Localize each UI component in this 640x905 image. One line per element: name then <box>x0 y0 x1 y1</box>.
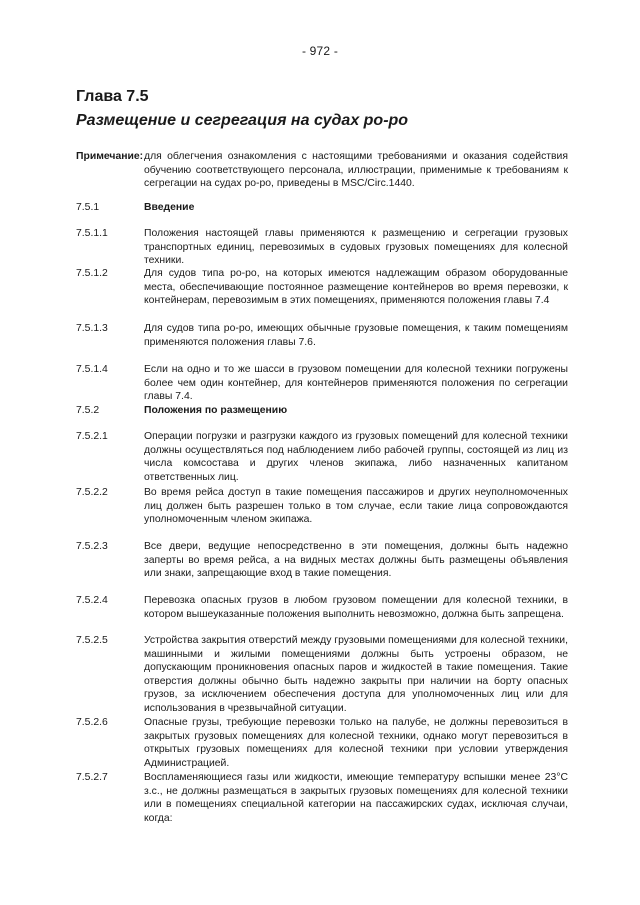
section-text: Устройства закрытия отверстий между грузовыми помещениями для колесной техники, машинными и жилыми помещениями должны быть устроены образом, не допускающим проникновения опасных паров и жидкостей в такие помещения. Такие отверстия должны обычно быть надежно закрыты при наличии на борту опасных грузов, за исключением обеспечения доступа для уполномоченных лиц или для использования в чрезвычайной ситуации. <box>144 635 568 714</box>
section-number: 7.5.1.3 <box>76 323 108 334</box>
section-heading: Введение <box>144 202 195 213</box>
page-number: - 972 - <box>301 44 339 58</box>
section-heading: Положения по размещению <box>144 405 288 416</box>
section-text: Если на одно и то же шасси в грузовом помещении для колесной техники погружены более чем один контейнер, для контейнеров применяются положения по сегрегации главы 7.4. <box>144 364 568 403</box>
section-number: 7.5.2.3 <box>76 541 108 552</box>
section-7-5-1-2 <box>76 267 568 308</box>
section-number: 7.5.2 <box>76 405 100 416</box>
section-number: 7.5.1 <box>76 202 100 213</box>
section-text: Положения настоящей главы применяются к размещению и сегрегации грузовых транспортных единиц, перевозимых в судовых грузовых помещениях для колесной техники. <box>144 228 568 267</box>
section-7-5-2-7 <box>76 771 568 825</box>
section-number: 7.5.2.4 <box>76 595 108 606</box>
section-number: 7.5.2.7 <box>76 772 108 783</box>
section-text: Перевозка опасных грузов в любом грузовом помещении для колесной техники, в котором вышеуказанные положения выполнить невозможно, должна быть запрещена. <box>144 595 568 620</box>
section-text: Опасные грузы, требующие перевозки только на палубе, не должны перевозиться в закрытых грузовых помещениях для колесной техники, однако могут перевозиться в открытых грузовых помещениях для колесной техники при условии утверждения Администрацией. <box>144 717 568 769</box>
section-7-5-2-6 <box>76 716 568 770</box>
section-text: Операции погрузки и разгрузки каждого из грузовых помещений для колесной техники должны осуществляться под наблюдением либо рабочей группы, состоящей из лиц из числа комсостава и других членов экипажа, либо назначенных капитаном ответственных лиц. <box>144 431 568 483</box>
section-text: Все двери, ведущие непосредственно в эти помещения, должны быть надежно заперты во время рейса, а на видных местах должны быть размещены объявления или знаки, запрещающие вход в такие помещения. <box>144 541 568 580</box>
section-7-5-1 <box>76 201 568 215</box>
section-text: Во время рейса доступ в такие помещения пассажиров и других неуполномоченных лиц должен быть разрешен только в том случае, если такие лица сопровождаются уполномоченным членом экипажа. <box>144 487 568 526</box>
section-number: 7.5.2.6 <box>76 717 108 728</box>
section-7-5-2-5 <box>76 634 568 716</box>
section-text: Для судов типа ро-ро, на которых имеются надлежащим образом оборудованные места, обеспечивающие постоянное размещение контейнеров во время перевозки, к контейнерам, перевозимым в этих помещениях, применяются положения главы 7.4 <box>144 268 568 307</box>
note-label: Примечание: <box>76 151 144 162</box>
section-text: Для судов типа ро-ро, имеющих обычные грузовые помещения, к таким помещениям применяются положения главы 7.6. <box>144 323 568 348</box>
section-text: Воспламеняющиеся газы или жидкости, имеющие температуру вспышки менее 23°С з.с., не должны размещаться в закрытых грузовых помещениях для колесной техники или в помещениях специальной категории на пассажирских судах, исключая случаи, когда: <box>144 772 568 824</box>
section-7-5-1-1 <box>76 227 568 268</box>
section-7-5-2-3 <box>76 540 568 581</box>
section-7-5-1-3 <box>76 322 568 349</box>
chapter-label: Глава 7.5 <box>76 88 149 105</box>
section-number: 7.5.2.1 <box>76 431 108 442</box>
section-7-5-1-4 <box>76 363 568 404</box>
section-7-5-2-4 <box>76 594 568 621</box>
note-block <box>76 150 568 191</box>
section-7-5-2 <box>76 404 568 418</box>
section-7-5-2-1 <box>76 430 568 484</box>
note-text: для облегчения ознакомления с настоящими требованиями и оказания содействия обучению соответствующего персонала, иллюстрации, применимые к требованиям к сегрегации на судах ро-ро, приведены в MSC/Circ.1440. <box>144 151 568 190</box>
section-number: 7.5.2.5 <box>76 635 108 646</box>
section-number: 7.5.1.1 <box>76 228 108 239</box>
section-number: 7.5.1.2 <box>76 268 108 279</box>
section-number: 7.5.1.4 <box>76 364 108 375</box>
chapter-title: Размещение и сегрегация на судах ро-ро <box>76 112 409 129</box>
section-7-5-2-2 <box>76 486 568 527</box>
section-number: 7.5.2.2 <box>76 487 108 498</box>
